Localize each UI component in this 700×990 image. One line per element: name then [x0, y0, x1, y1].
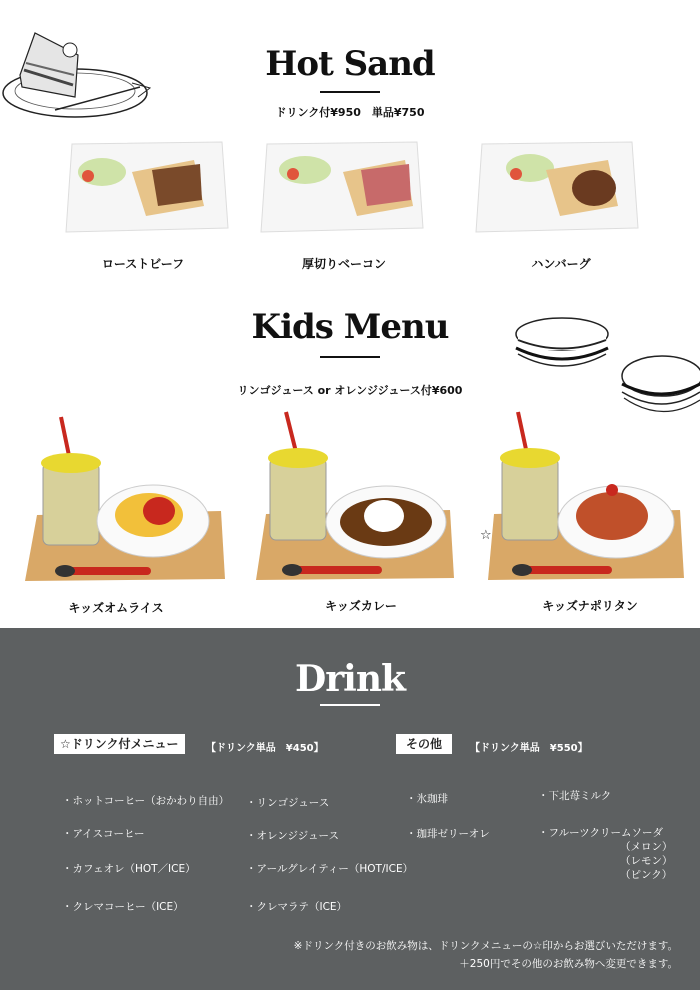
kids-curry-photo — [256, 410, 456, 585]
soda-flavor: （ピンク） — [620, 869, 673, 881]
drink-note-2: ＋250円でその他のお飲み物へ変更できます。 — [459, 958, 678, 970]
kids-menu-divider — [320, 356, 380, 358]
drink-item: ・下北苺ミルク — [538, 790, 612, 802]
drink-item: ・氷珈琲 — [406, 793, 448, 805]
drink-item: ・クレマラテ（ICE） — [246, 901, 348, 913]
hot-sand-title: Hot Sand — [265, 44, 435, 84]
star-icon: ☆ — [480, 528, 492, 543]
kids-item-curry: キッズカレー — [325, 599, 397, 613]
drink-title: Drink — [295, 658, 405, 700]
drink-item: ・珈琲ゼリーオレ — [406, 828, 490, 840]
hot-sand-roastbeef-photo — [62, 140, 230, 236]
hot-sand-item-hamburg: ハンバーグ — [531, 257, 591, 271]
drink-item: ・オレンジジュース — [246, 830, 339, 842]
hot-sand-bacon-photo — [257, 140, 425, 236]
drink-note-1: ※ドリンク付きのお飲み物は、ドリンクメニューの☆印からお選びいただけます。 — [293, 940, 678, 952]
kids-item-omurice: キッズオムライス — [68, 601, 164, 615]
soda-flavor: （メロン） — [620, 841, 673, 853]
drink-section — [0, 628, 700, 990]
drink-item: ・アイスコーヒー — [62, 828, 145, 840]
kids-item-napolitan: キッズナポリタン — [542, 599, 638, 613]
hot-sand-divider — [320, 91, 380, 93]
drink-other-tag: その他 — [396, 734, 452, 754]
hot-sand-item-roastbeef: ローストビーフ — [101, 257, 185, 271]
kids-menu-price: リンゴジュース or オレンジジュース付¥600 — [237, 384, 463, 397]
kids-omurice-photo — [25, 415, 225, 585]
hot-sand-item-bacon: 厚切りベーコン — [301, 257, 386, 271]
soda-flavor: （レモン） — [620, 855, 673, 867]
drink-item: ・フルーツクリームソーダ — [538, 827, 664, 839]
hot-sand-price: ドリンク付¥950 単品¥750 — [275, 106, 425, 119]
drink-menu-price: 【ドリンク単品 ¥450】 — [206, 743, 324, 754]
drink-item: ・クレマコーヒー（ICE） — [62, 901, 184, 913]
drink-item: ・アールグレイティー（HOT/ICE） — [246, 863, 414, 875]
drink-other-price: 【ドリンク単品 ¥550】 — [470, 743, 588, 754]
hot-sand-hamburg-photo — [472, 140, 640, 236]
drink-divider — [320, 704, 380, 706]
drink-item: ・カフェオレ（HOT／ICE） — [62, 863, 196, 875]
drink-item: ・リンゴジュース — [246, 797, 330, 809]
kids-napolitan-photo — [488, 410, 688, 585]
kids-menu-title: Kids Menu — [251, 307, 449, 347]
drink-menu-tag: ☆ドリンク付メニュー — [54, 734, 185, 754]
drink-item: ・ホットコーヒー（おかわり自由） — [62, 795, 230, 807]
